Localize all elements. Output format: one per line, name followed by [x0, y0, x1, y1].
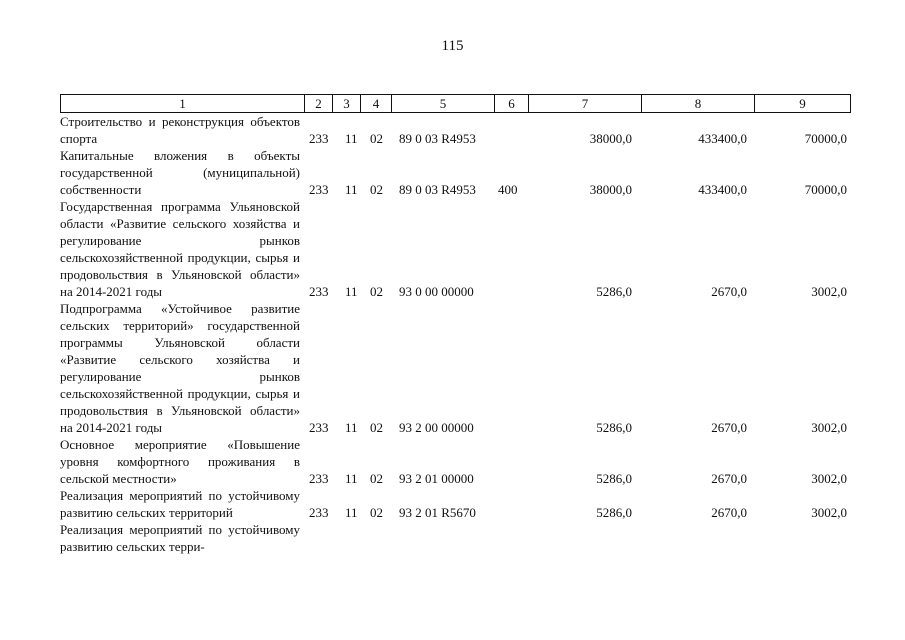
row-code-3: 11 [345, 284, 358, 299]
row-amount-7: 5286,0 [596, 420, 632, 435]
row-amount-8: 2670,0 [711, 420, 747, 435]
row-description: Основное мероприятие «Повышение уровня комфортного проживания в сельской местности» [60, 437, 300, 486]
row-amount-9: 3002,0 [811, 284, 847, 299]
header-col-2: 2 [304, 95, 332, 112]
table-row [60, 198, 851, 300]
row-code-4: 02 [370, 505, 383, 520]
row-amount-9: 70000,0 [804, 131, 847, 146]
row-amount-9: 70000,0 [804, 182, 847, 197]
row-amount-7: 38000,0 [589, 131, 632, 146]
row-code-2: 233 [309, 182, 329, 197]
table-row [60, 147, 851, 198]
header-col-5: 5 [391, 95, 494, 112]
row-description: Государственная программа Ульяновской области «Развитие сельского хозяйства и регулирование рынков сельскохозяйственной продукции, сырья и продовольствия в Ульяновской области» на 2014-2021 годы [60, 199, 300, 299]
header-col-1: 1 [179, 96, 186, 111]
row-code-5: 93 2 00 00000 [399, 420, 474, 435]
row-code-3: 11 [345, 131, 358, 146]
row-code-6: 400 [498, 182, 518, 197]
row-amount-8: 433400,0 [698, 131, 747, 146]
row-code-2: 233 [309, 471, 329, 486]
row-code-2: 233 [309, 131, 329, 146]
row-code-4: 02 [370, 284, 383, 299]
row-description: Строительство и реконструкция объектов спорта [60, 114, 300, 146]
row-code-4: 02 [370, 471, 383, 486]
row-description: Подпрограмма «Устойчивое развитие сельских территорий» государственной программы Ульяновской области «Развитие сельского хозяйства и регулирование рынков сельскохозяйственной продукции, сырья и продовольствия в Ульяновской области» на 2014-2021 годы [60, 301, 300, 435]
row-amount-8: 433400,0 [698, 182, 747, 197]
header-col-3: 3 [332, 95, 360, 112]
budget-table [60, 94, 851, 555]
table-row [60, 436, 851, 487]
table-row [60, 487, 851, 521]
table-header [60, 94, 851, 113]
row-description: Капитальные вложения в объекты государственной (муниципальной) собственности [60, 148, 300, 197]
row-code-5: 89 0 03 R4953 [399, 182, 476, 197]
header-col-8: 8 [641, 95, 754, 112]
header-col-4: 4 [360, 95, 391, 112]
row-code-5: 89 0 03 R4953 [399, 131, 476, 146]
row-amount-8: 2670,0 [711, 284, 747, 299]
row-code-2: 233 [309, 284, 329, 299]
table-row [60, 521, 851, 555]
row-amount-7: 5286,0 [596, 471, 632, 486]
row-code-4: 02 [370, 131, 383, 146]
row-description: Реализация мероприятий по устойчивому развитию сельских территорий [60, 488, 300, 520]
row-code-3: 11 [345, 182, 358, 197]
row-amount-9: 3002,0 [811, 505, 847, 520]
header-col-6: 6 [494, 95, 528, 112]
row-amount-7: 38000,0 [589, 182, 632, 197]
page-number: 115 [441, 38, 464, 54]
row-amount-8: 2670,0 [711, 505, 747, 520]
row-amount-9: 3002,0 [811, 420, 847, 435]
row-code-3: 11 [345, 471, 358, 486]
row-amount-7: 5286,0 [596, 284, 632, 299]
table-row [60, 300, 851, 436]
row-code-5: 93 0 00 00000 [399, 284, 474, 299]
header-col-9: 9 [754, 95, 850, 112]
row-code-5: 93 2 01 00000 [399, 471, 474, 486]
table-row [60, 113, 851, 147]
row-code-5: 93 2 01 R5670 [399, 505, 476, 520]
row-amount-9: 3002,0 [811, 471, 847, 486]
row-amount-7: 5286,0 [596, 505, 632, 520]
row-code-4: 02 [370, 420, 383, 435]
row-code-4: 02 [370, 182, 383, 197]
row-description: Реализация мероприятий по устойчивому развитию сельских терри- [60, 522, 300, 554]
row-code-3: 11 [345, 505, 358, 520]
row-code-2: 233 [309, 420, 329, 435]
header-col-7: 7 [528, 95, 641, 112]
row-code-3: 11 [345, 420, 358, 435]
row-amount-8: 2670,0 [711, 471, 747, 486]
row-code-2: 233 [309, 505, 329, 520]
